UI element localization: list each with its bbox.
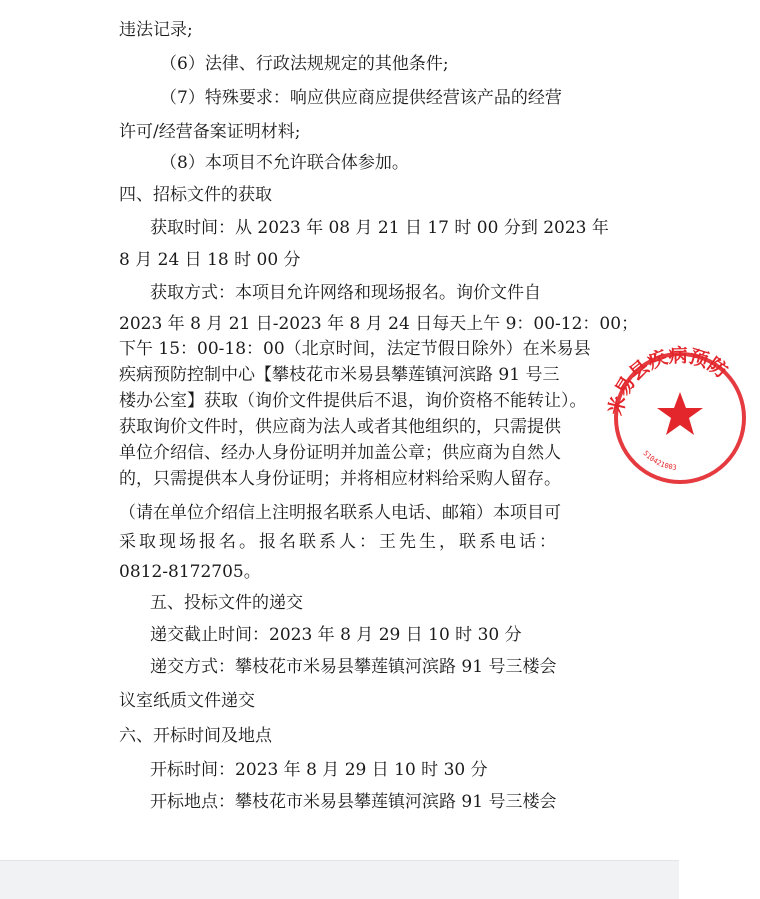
text-line: 下午 15：00-18：00（北京时间，法定节假日除外）在米易县 <box>119 339 591 359</box>
section-heading: 六、开标时间及地点 <box>119 726 272 746</box>
text-line: 2023 年 8 月 21 日-2023 年 8 月 24 日每天上午 9：00-12：00； <box>119 314 639 334</box>
seal-star-icon <box>657 392 703 435</box>
text-line: 违法记录; <box>119 20 193 40</box>
text-line: （7）特殊要求：响应供应商应提供经营该产品的经营 <box>160 88 562 108</box>
seal-text: 米易县疾病预防 <box>604 344 732 418</box>
text-line: 8 月 24 日 18 时 00 分 <box>119 250 301 270</box>
official-seal <box>600 340 760 480</box>
text-line: 许可/经营备案证明材料; <box>119 122 301 142</box>
text-line: （请在单位介绍信上注明报名联系人电话、邮箱）本项目可 <box>119 503 561 523</box>
text-line: 0812-8172705。 <box>119 562 261 582</box>
text-line: （6）法律、行政法规规定的其他条件; <box>160 54 449 74</box>
text-line: 议室纸质文件递交 <box>119 691 255 711</box>
text-line: 递交截止时间：2023 年 8 月 29 日 10 时 30 分 <box>150 625 522 645</box>
text-line: 获取询价文件时，供应商为法人或者其他组织的，只需提供 <box>119 417 561 437</box>
section-heading: 四、招标文件的获取 <box>119 185 272 205</box>
text-line: 开标时间：2023 年 8 月 29 日 10 时 30 分 <box>150 760 488 780</box>
text-line: 获取时间：从 2023 年 08 月 21 日 17 时 00 分到 2023 年 <box>150 218 609 238</box>
text-line: （8）本项目不允许联合体参加。 <box>160 153 409 173</box>
seal-serial: 510421003 <box>641 449 677 472</box>
text-line: 单位介绍信、经办人身份证明并加盖公章；供应商为自然人 <box>119 443 561 463</box>
section-heading: 五、投标文件的递交 <box>150 593 303 613</box>
text-line: 采取现场报名。报名联系人：王先生，联系电话： <box>119 532 559 552</box>
text-line: 的，只需提供本人身份证明；并将相应材料给采购人留存。 <box>119 469 561 489</box>
text-line: 开标地点：攀枝花市米易县攀莲镇河滨路 91 号三楼会 <box>150 792 557 812</box>
text-line: 楼办公室】获取（询价文件提供后不退，询价资格不能转让）。 <box>119 391 587 411</box>
bottom-toolbar <box>0 860 679 899</box>
text-line: 递交方式：攀枝花市米易县攀莲镇河滨路 91 号三楼会 <box>150 657 557 677</box>
text-line: 疾病预防控制中心【攀枝花市米易县攀莲镇河滨路 91 号三 <box>119 365 560 385</box>
text-line: 获取方式：本项目允许网络和现场报名。询价文件自 <box>150 283 541 303</box>
